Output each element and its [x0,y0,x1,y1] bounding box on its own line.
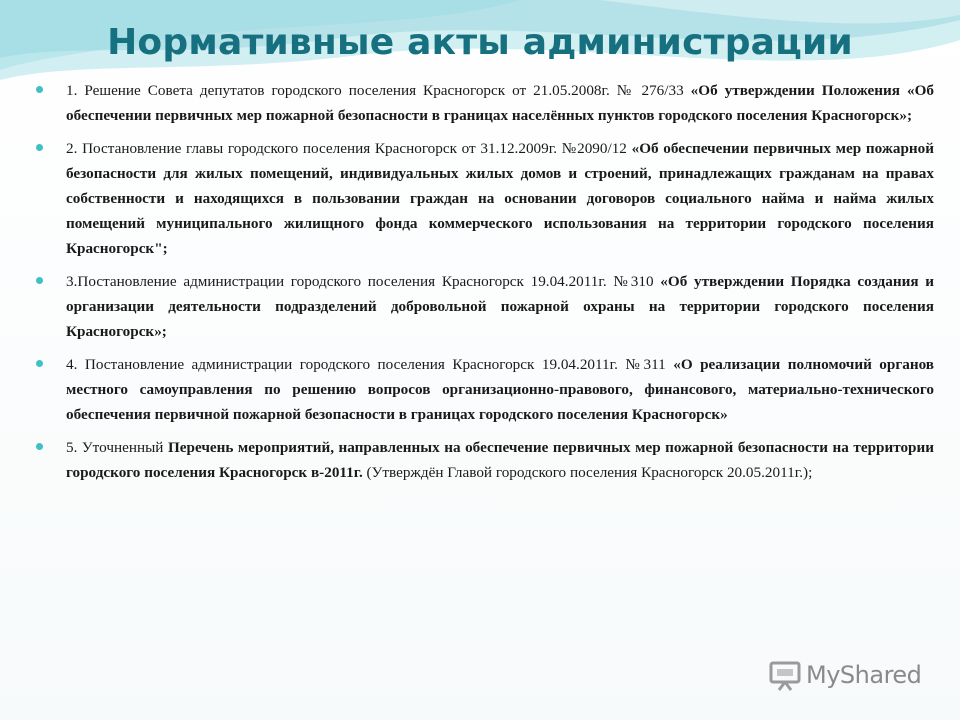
bullet-dot-icon [36,443,43,450]
list-item [36,435,934,485]
watermark-brand: MyShared [806,661,922,689]
list-item [36,352,934,427]
watermark-logo [768,658,921,692]
item-title: «Об утверждении Положения «Об обеспечении первичных мер пожарной безопасности в границах населённых пунктов городского поселения Красногорск»; [66,82,934,124]
item-text: 1. Решение Совета депутатов городского поселения Красногорск от 21.05.2008г. № 276/33 [66,82,691,99]
bullet-dot-icon [36,277,43,284]
item-tail: (Утверждён Главой городского поселения Красногорск 20.05.2011г.); [362,464,813,481]
item-text: 4. Постановление администрации городского поселения Красногорск 19.04.2011г. №311 [66,356,674,373]
item-title: «Об обеспечении первичных мер пожарной безопасности для жилых помещений, индивидуальных жилых домов и строений, принадлежащих гражданам на правах собственности и находящихся в пользовании граждан на основании договоров социального найма и найма жилых помещений муниципального жилищного фонда коммерческого использования на территории городского поселения Красногорск"; [66,140,934,257]
item-title: «О реализации полномочий органов местного самоуправления по решению вопросов организационно-правового, финансового, материально-технического обеспечения первичной пожарной безопасности в границах городского поселения Красногорск» [66,356,934,423]
item-text: 2. Постановление главы городского поселения Красногорск от 31.12.2009г. №2090/12 [66,140,632,157]
list-item [36,78,934,128]
item-text: 3.Постановление администрации городского поселения Красногорск 19.04.2011г. №310 [66,273,661,290]
act-list [36,78,934,493]
item-title: Перечень мероприятий, направленных на обеспечение первичных мер пожарной безопасности на территории городского поселения Красногорск в-2011г. [66,439,935,481]
bullet-dot-icon [36,86,43,93]
item-title: «Об утверждении Порядка создания и организации деятельности подразделений добровольной пожарной охраны на территории городского поселения Красногорск»; [66,273,934,340]
item-text: 5. Уточненный [66,439,168,456]
list-item [36,136,934,261]
page-title: Нормативные акты администрации [107,22,853,63]
list-item [36,269,934,344]
presentation-board-icon [768,658,802,692]
bullet-dot-icon [36,360,43,367]
bullet-dot-icon [36,144,43,151]
